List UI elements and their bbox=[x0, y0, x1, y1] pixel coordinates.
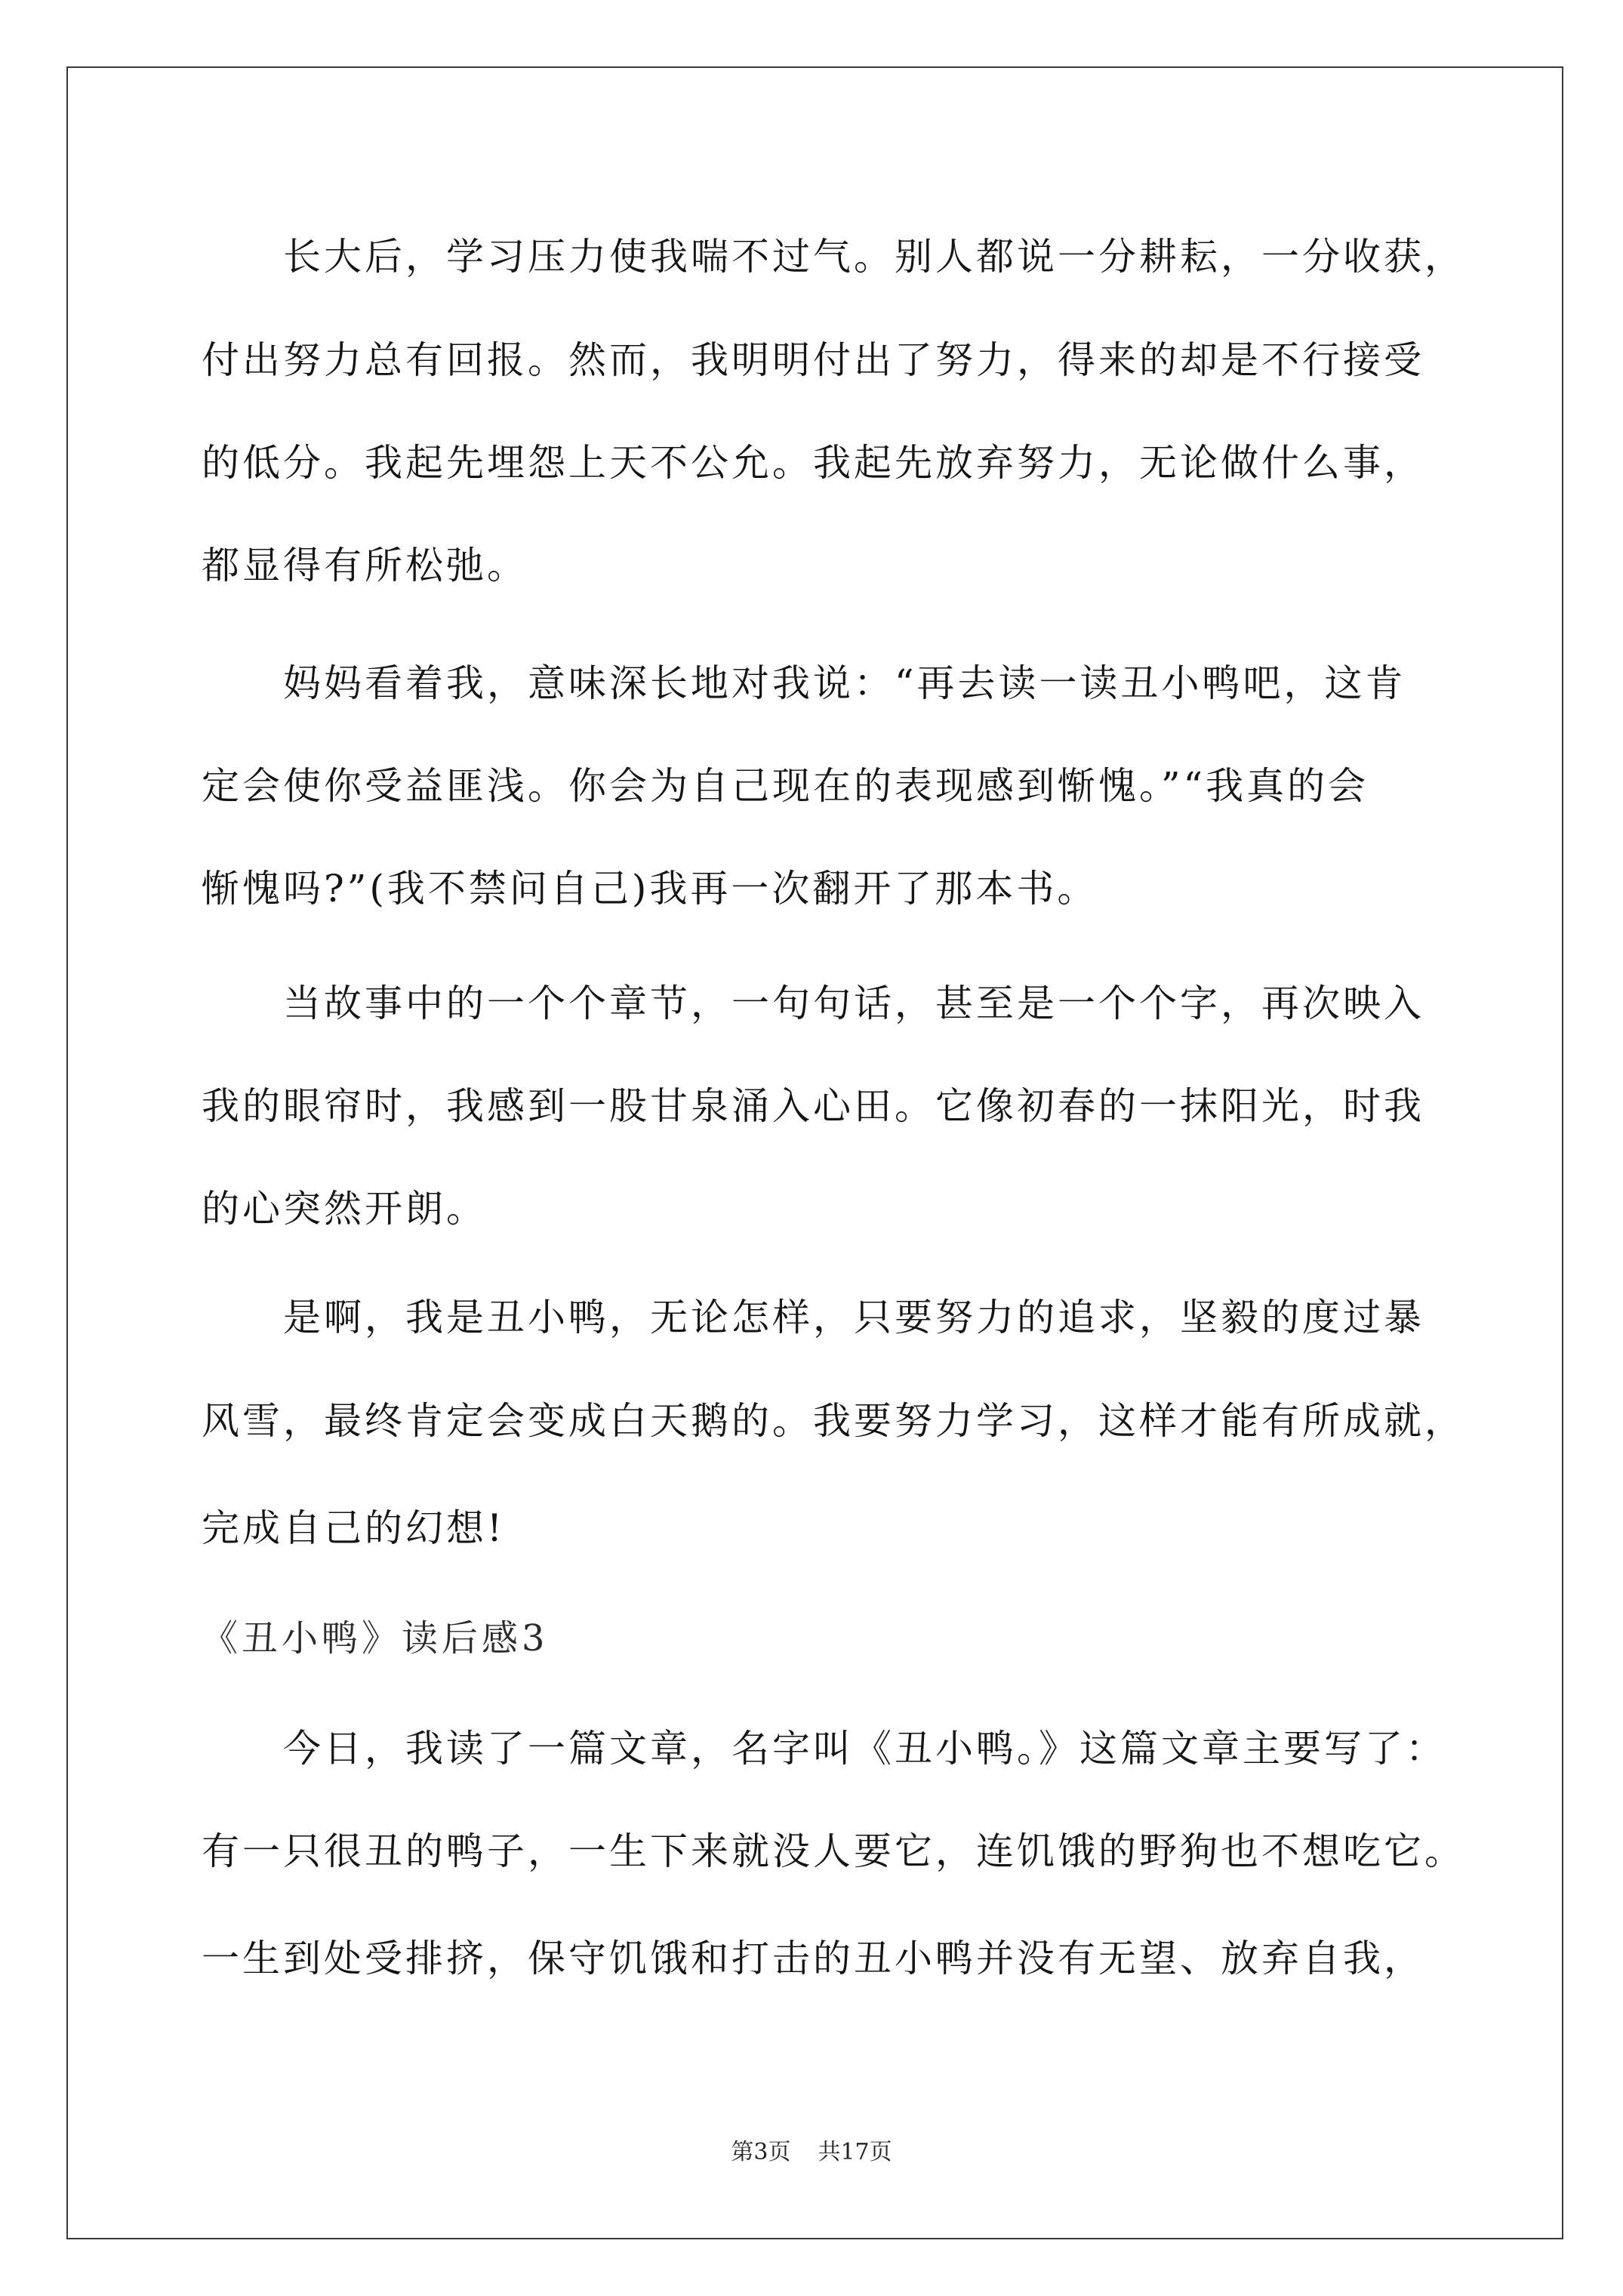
body-line: 我的眼帘时，我感到一股甘泉涌入心田。它像初春的一抹阳光，时我 bbox=[202, 1084, 1424, 1128]
body-line: 付出努力总有回报。然而，我明明付出了努力，得来的却是不行接受 bbox=[202, 338, 1424, 382]
body-line: 一生到处受排挤，保守饥饿和打击的丑小鸭并没有无望、放弃自我， bbox=[202, 1937, 1424, 1980]
body-line: 风雪，最终肯定会变成白天鹅的。我要努力学习，这样才能有所成就， bbox=[202, 1399, 1465, 1443]
section-heading: 《丑小鸭》读后感3 bbox=[202, 1617, 549, 1660]
body-line: 当故事中的一个个章节，一句句话，甚至是一个个字，再次映入 bbox=[283, 982, 1424, 1025]
body-line: 完成自己的幻想! bbox=[202, 1506, 506, 1550]
body-line: 有一只很丑的鸭子，一生下来就没人要它，连饥饿的野狗也不想吃它。 bbox=[202, 1829, 1465, 1873]
body-line: 长大后，学习压力使我喘不过气。别人都说一分耕耘，一分收获， bbox=[283, 235, 1465, 279]
page-border bbox=[66, 66, 1563, 2239]
body-line: 惭愧吗?”(我不禁问自己)我再一次翻开了那本书。 bbox=[202, 867, 1098, 911]
body-line: 妈妈看着我，意味深长地对我说：“再去读一读丑小鸭吧，这肯 bbox=[283, 661, 1406, 705]
page-footer bbox=[0, 2137, 1623, 2168]
body-line: 今日，我读了一篇文章，名字叫《丑小鸭。》这篇文章主要写了： bbox=[283, 1727, 1446, 1771]
page-number: 第3页 bbox=[731, 2139, 791, 2165]
body-line: 是啊，我是丑小鸭，无论怎样，只要努力的追求，坚毅的度过暴 bbox=[283, 1296, 1424, 1339]
body-line: 的低分。我起先埋怨上天不公允。我起先放弃努力，无论做什么事， bbox=[202, 441, 1424, 485]
body-line: 定会使你受益匪浅。你会为自己现在的表现感到惭愧。”“我真的会 bbox=[202, 764, 1369, 808]
body-line: 都显得有所松弛。 bbox=[202, 544, 528, 587]
page-total: 共17页 bbox=[818, 2139, 892, 2165]
body-line: 的心突然开朗。 bbox=[202, 1187, 487, 1231]
